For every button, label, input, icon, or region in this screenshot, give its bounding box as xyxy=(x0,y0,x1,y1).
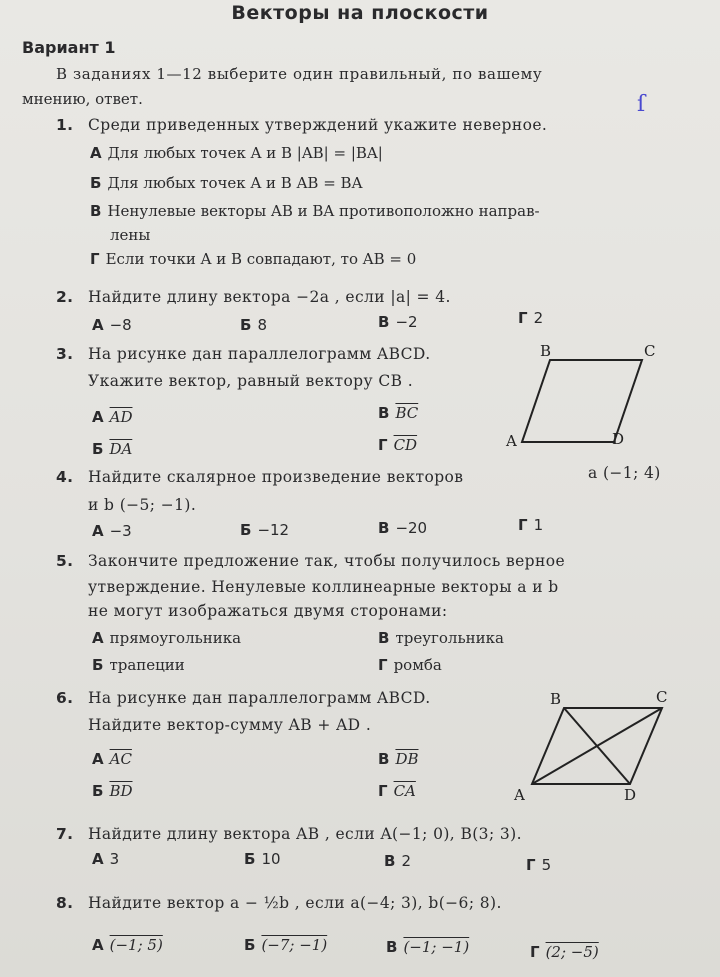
question-number: 3. xyxy=(56,345,74,363)
option-text: треугольника xyxy=(395,629,504,647)
option-text: −2 xyxy=(395,313,418,331)
option-text: Для любых точек A и B |AB| = |BA| xyxy=(107,144,383,162)
option-letter: А xyxy=(92,316,104,334)
option-letter: Г xyxy=(378,656,388,674)
option-letter: Г xyxy=(90,250,100,268)
option-letter: А xyxy=(90,144,102,162)
option-text: 8 xyxy=(257,316,267,334)
page-title: Векторы на плоскости xyxy=(231,2,489,24)
q6-option-c[interactable] xyxy=(378,750,419,768)
question-number: 2. xyxy=(56,288,74,306)
option-text: ромба xyxy=(393,656,442,674)
question-5-line-2: утверждение. Ненулевые коллинеарные векторы a и b xyxy=(88,578,559,596)
intro-line-1: В заданиях 1—12 выберите один правильный, по вашему xyxy=(56,65,543,83)
vertex-label-a: A xyxy=(506,432,517,450)
option-letter: В xyxy=(378,404,390,422)
q1-option-c-continued: лены xyxy=(110,226,151,244)
option-letter: А xyxy=(92,850,104,868)
option-text: −3 xyxy=(109,522,132,540)
question-number: 6. xyxy=(56,689,74,707)
q5-option-c[interactable] xyxy=(378,629,504,647)
option-text: Ненулевые векторы AB и BA противоположно направ- xyxy=(107,202,540,220)
question-1 xyxy=(56,116,547,134)
vertex-label-b: B xyxy=(540,342,552,360)
option-letter: Г xyxy=(378,436,388,454)
vertex-label-a: A xyxy=(514,786,525,804)
option-letter: Б xyxy=(92,782,104,800)
q4-vector-a: a (−1; 4) xyxy=(588,464,661,482)
q6-option-a[interactable] xyxy=(92,750,132,768)
q2-option-a[interactable] xyxy=(92,316,132,334)
question-number: 7. xyxy=(56,825,74,843)
vertex-label-d: D xyxy=(624,786,637,804)
option-text: Если точки A и B совпадают, то AB = 0 xyxy=(105,250,417,268)
question-5-line-3: не могут изображаться двумя сторонами: xyxy=(88,602,448,620)
question-8 xyxy=(56,894,502,912)
option-letter: Б xyxy=(92,656,104,674)
q5-option-b[interactable] xyxy=(92,656,185,674)
q7-option-c[interactable] xyxy=(384,852,411,870)
question-text: Найдите длину вектора −2a , если |a| = 4. xyxy=(88,288,451,306)
option-letter: Г xyxy=(378,782,388,800)
question-6 xyxy=(56,689,431,707)
question-text: Найдите длину вектора AB , если A(−1; 0), B(3; 3). xyxy=(88,825,522,843)
vertex-label-c: C xyxy=(644,342,656,360)
option-letter: Б xyxy=(244,850,256,868)
option-text: 5 xyxy=(541,856,552,874)
option-text: $\overline{DB}$ xyxy=(395,750,419,768)
question-number: 1. xyxy=(56,116,74,134)
question-text: Среди приведенных утверждений укажите неверное. xyxy=(88,116,548,134)
q3-option-d[interactable] xyxy=(378,436,417,454)
option-letter: А xyxy=(92,522,104,540)
option-text: 2 xyxy=(533,309,544,327)
vertex-label-d: D xyxy=(612,430,625,448)
option-letter: В xyxy=(384,852,396,870)
option-letter: В xyxy=(90,202,102,220)
question-text: Найдите скалярное произведение векторов xyxy=(88,468,464,486)
question-6-line-2: Найдите вектор-сумму AB + AD . xyxy=(88,716,372,734)
question-text: Закончите предложение так, чтобы получилось верное xyxy=(88,552,566,570)
question-4-line-2: и b (−5; −1). xyxy=(88,496,197,514)
option-text: −12 xyxy=(257,521,290,539)
vertex-label-c: C xyxy=(656,688,668,706)
q1-option-b[interactable] xyxy=(90,174,362,192)
option-letter: Г xyxy=(518,516,528,534)
option-text: $\overline{AD}$ xyxy=(109,408,133,426)
q6-option-d[interactable] xyxy=(378,782,416,800)
q3-option-a[interactable] xyxy=(92,408,132,426)
q3-option-b[interactable] xyxy=(92,440,132,458)
option-letter: Г xyxy=(526,856,536,874)
option-text: Для любых точек A и B AB = BA xyxy=(107,174,363,192)
option-letter: В xyxy=(378,750,390,768)
q2-option-d[interactable] xyxy=(518,309,543,327)
q4-option-c[interactable] xyxy=(378,519,427,537)
q6-option-b[interactable] xyxy=(92,782,133,800)
option-letter: А xyxy=(92,750,104,768)
question-3 xyxy=(56,345,431,363)
q1-option-a[interactable] xyxy=(90,144,383,162)
option-letter: Б xyxy=(240,316,252,334)
question-2 xyxy=(56,288,451,306)
q8-option-b[interactable] xyxy=(244,936,327,954)
question-number: 8. xyxy=(56,894,74,912)
diagonal-bd xyxy=(564,708,630,784)
q4-option-a[interactable] xyxy=(92,522,132,540)
option-text: (−1; 5) xyxy=(109,936,163,954)
question-text: Найдите вектор a − ½b , если a(−4; 3), b(−6; 8). xyxy=(88,894,502,912)
intro-line-2: мнению, ответ. xyxy=(22,90,143,108)
option-text: прямоугольника xyxy=(109,629,242,647)
option-letter: Б xyxy=(244,936,256,954)
option-text: 3 xyxy=(109,850,120,868)
question-4 xyxy=(56,468,463,486)
q8-option-a[interactable] xyxy=(92,936,163,954)
q7-option-b[interactable] xyxy=(244,850,281,868)
variant-heading: Вариант 1 xyxy=(22,38,116,57)
option-letter: Г xyxy=(518,309,528,327)
option-letter: Б xyxy=(240,521,252,539)
question-number: 4. xyxy=(56,468,74,486)
question-7 xyxy=(56,825,522,843)
option-text: $\overline{DA}$ xyxy=(109,440,133,458)
vertex-label-b: B xyxy=(550,690,562,708)
parallelogram-figure-q6 xyxy=(510,688,680,804)
option-text: $\overline{CA}$ xyxy=(393,782,416,800)
option-text: (−7; −1) xyxy=(261,936,328,954)
q1-option-c[interactable] xyxy=(90,202,540,220)
question-3-line-2: Укажите вектор, равный вектору CB . xyxy=(88,372,414,390)
q5-option-a[interactable] xyxy=(92,629,241,647)
option-letter: В xyxy=(386,938,398,956)
option-letter: Г xyxy=(530,943,540,961)
q7-option-a[interactable] xyxy=(92,850,119,868)
option-text: $\overline{CD}$ xyxy=(393,436,418,454)
q2-option-b[interactable] xyxy=(240,316,267,334)
option-letter: Б xyxy=(92,440,104,458)
option-text: −8 xyxy=(109,316,132,334)
option-text: (−1; −1) xyxy=(403,938,470,956)
q8-option-d[interactable] xyxy=(530,943,599,961)
option-text: $\overline{BC}$ xyxy=(395,404,419,422)
question-5 xyxy=(56,552,565,570)
intro-text xyxy=(22,62,652,112)
question-text: На рисунке дан параллелограмм ABCD. xyxy=(88,345,431,363)
option-text: 10 xyxy=(261,850,281,868)
option-letter: В xyxy=(378,629,390,647)
parallelogram-figure-q3 xyxy=(500,342,670,452)
q4-option-d[interactable] xyxy=(518,516,543,534)
option-letter: А xyxy=(92,936,104,954)
q7-option-d[interactable] xyxy=(526,856,551,874)
option-text: $\overline{BD}$ xyxy=(109,782,133,800)
option-letter: А xyxy=(92,629,104,647)
option-letter: А xyxy=(92,408,104,426)
q2-option-c[interactable] xyxy=(378,313,418,331)
handwritten-mark: ſ xyxy=(637,92,646,117)
question-text: На рисунке дан параллелограмм ABCD. xyxy=(88,689,431,707)
option-text: трапеции xyxy=(109,656,185,674)
option-text: (2; −5) xyxy=(545,943,599,961)
option-letter: В xyxy=(378,519,390,537)
option-text: 2 xyxy=(401,852,411,870)
q4-option-b[interactable] xyxy=(240,521,289,539)
q5-option-d[interactable] xyxy=(378,656,442,674)
option-text: −20 xyxy=(395,519,428,537)
option-letter: В xyxy=(378,313,390,331)
option-text: $\overline{AC}$ xyxy=(109,750,132,768)
question-number: 5. xyxy=(56,552,74,570)
option-text: 1 xyxy=(533,516,544,534)
option-letter: Б xyxy=(90,174,102,192)
q8-option-c[interactable] xyxy=(386,938,469,956)
q3-option-c[interactable] xyxy=(378,404,418,422)
q1-option-d[interactable] xyxy=(90,250,416,268)
